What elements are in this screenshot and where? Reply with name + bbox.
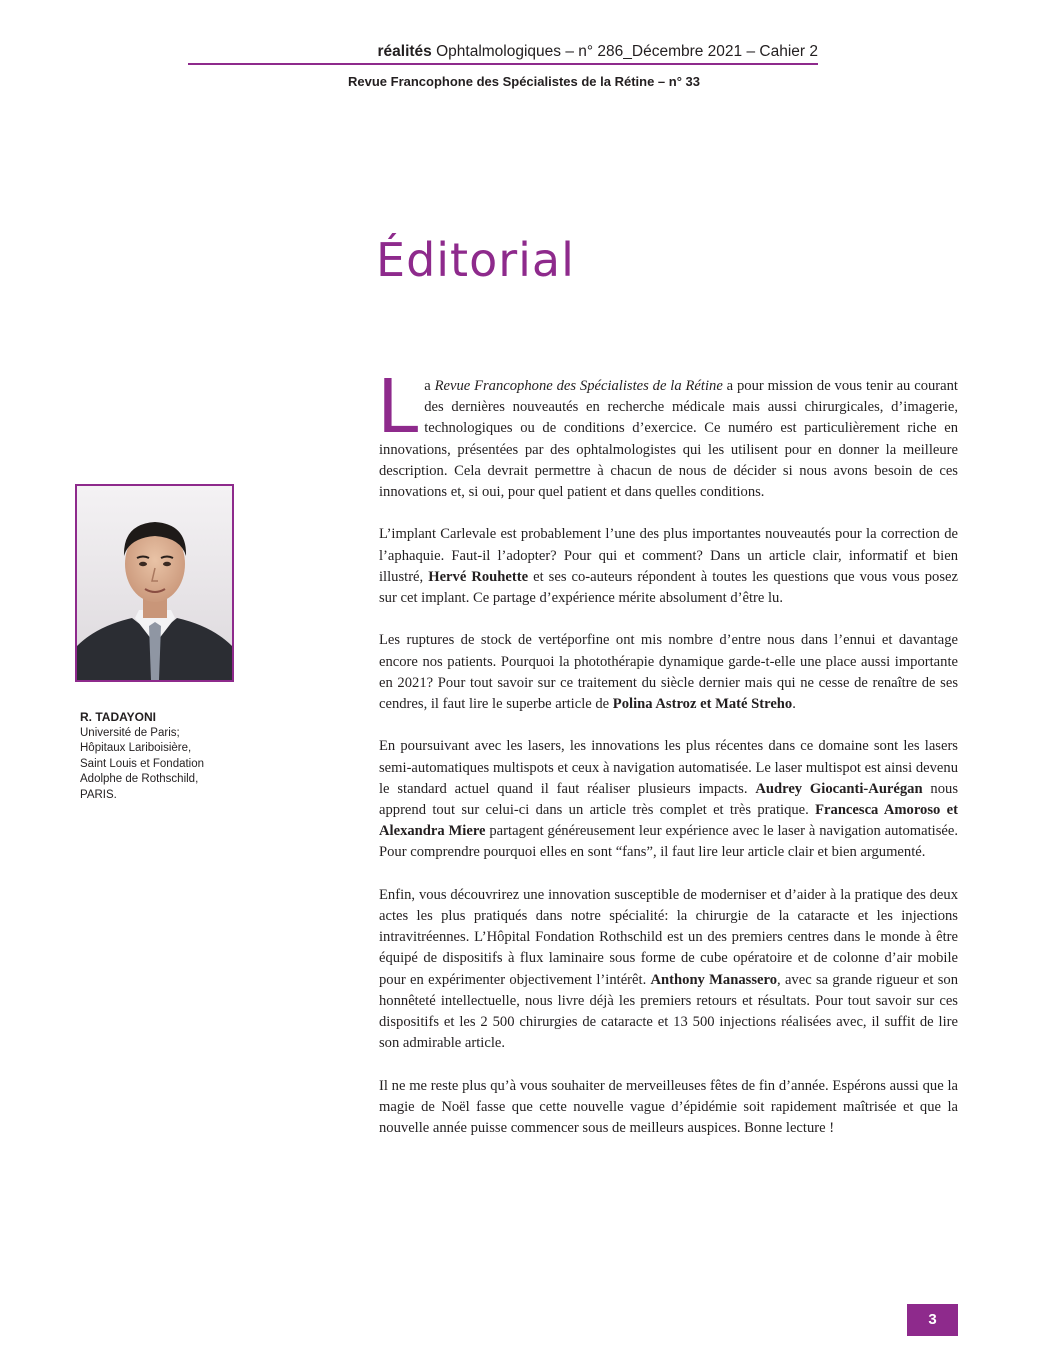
text-run: En poursuivant avec les lasers, les innovations les plus récentes dans ce domaine sont les lasers semi-automatiques multispots et ceux à navigation automatisée. Le laser multispot est ainsi devenu le standard actuel quand il faut réaliser plusieurs impacts. — [379, 738, 958, 797]
text-run: Les ruptures de stock de vertéporfine ont mis nombre d’entre nous dans l’ennui et davantage encore nos patients. Pourquoi la photothérapie dynamique garde-t-elle une place aussi importante en 2021? Pour tout savoir sur ce traitement du siècle dernier mais qui ne cesse de renaître de ses cendres, il faut lire le superbe article de — [379, 632, 958, 713]
journal-header — [188, 42, 818, 62]
journal-brand: réalités — [377, 43, 432, 60]
page-number: 3 — [907, 1304, 958, 1336]
journal-name: Revue Francophone des Spécialistes de la Rétine — [434, 378, 723, 394]
header-rule — [188, 63, 818, 65]
drop-cap: L — [377, 364, 419, 450]
paragraph-1 — [377, 364, 958, 503]
text-run: et ses co-auteurs répondent à toutes les questions que vous vous posez sur cet implant. Ce partage d’expérience mérite absolument d’être lu. — [379, 568, 958, 607]
cited-author: Polina Astroz et Maté Streho — [612, 696, 793, 713]
paragraph-4 — [379, 736, 958, 863]
paragraph-6: Il ne me reste plus qu’à vous souhaiter de merveilleuses fêtes de fin d’année. Espérons aussi que la magie de Noël fasse que cette nouvelle vague d’épidémie soit rapidement maîtrisée et que la nouvelle année puisse commencer sous de meilleurs auspices. Bonne lecture ! — [379, 1077, 958, 1137]
paragraph-5 — [379, 885, 958, 1055]
cited-author: Audrey Giocanti-Aurégan — [755, 780, 923, 797]
text-run: L’implant Carlevale est probablement l’une des plus importantes nouveautés pour la correction de l’aphaquie. Faut-il l’adopter? Pour qui et comment? Dans un article clair, informatif et bien illustré, — [379, 526, 958, 585]
paragraph-3 — [379, 630, 958, 715]
editorial-body — [377, 364, 958, 1160]
paragraph-2 — [379, 524, 958, 609]
journal-subtitle: Revue Francophone des Spécialistes de la Rétine – n° 33 — [348, 74, 700, 89]
author-photo — [75, 484, 234, 682]
author-block — [80, 710, 260, 803]
cited-author: Anthony Manassero — [650, 971, 777, 988]
text-run: Enfin, vous découvrirez une innovation susceptible de moderniser et d’aider à la pratique des deux actes les plus pratiqués dans notre spécialité: la chirurgie de la cataracte et les injections intravitréennes. L’Hôpital Fondation Rothschild est un des premiers centres dans le monde à être équipé de dispositifs à flux laminaire sous forme de cube opératoire et de colonne d’air mobile pour en expérimenter objectivement l’intérêt. — [379, 886, 958, 988]
text-run: a pour mission de vous tenir au courant des dernières nouveautés en recherche médicale mais aussi chirurgicales, d’imagerie, technologiques ou de conditions d’exercice. Ce numéro est particulièrement riche en innovations, présentées par des ophtalmologistes qui les utilisent pour en donner la meilleure description. Cela devrait permettre à chacun de nous de décider si nous avons besoin de ces innovations et, si oui, pour quel patient et dans quelles conditions. — [379, 378, 958, 501]
portrait-image — [77, 486, 232, 680]
author-name: R. TADAYONI — [80, 710, 157, 724]
page-title: Éditorial — [376, 233, 575, 287]
cited-author: Francesca Amoroso et Alexandra Miere — [379, 802, 958, 840]
cited-author: Hervé Rouhette — [428, 568, 529, 585]
text-run: nous apprend tout sur celui-ci dans un article très complet et très pratique. — [379, 780, 958, 819]
author-affiliation: Université de Paris; Hôpitaux Lariboisière, Saint Louis et Fondation Adolphe de Rothschild, PARIS. — [80, 726, 205, 801]
text-run: . — [792, 696, 796, 713]
journal-issue: Ophtalmologiques – n° 286_Décembre 2021 – Cahier 2 — [431, 43, 818, 60]
text-run: partagent généreusement leur expérience avec le laser à navigation automatisée. Pour comprendre pourquoi elles en sont “fans”, il faut lire leur article clair et bien argumenté. — [379, 823, 958, 861]
text-run: a — [424, 378, 435, 394]
text-run: , avec sa grande rigueur et son honnêteté intellectuelle, nous livre déjà les premiers retours et résultats. Pour tout savoir sur ces dispositifs et les 2 500 chirurgies de cataracte et 13 500 injections réalisées avec, il suffit de lire son admirable article. — [379, 971, 958, 1052]
